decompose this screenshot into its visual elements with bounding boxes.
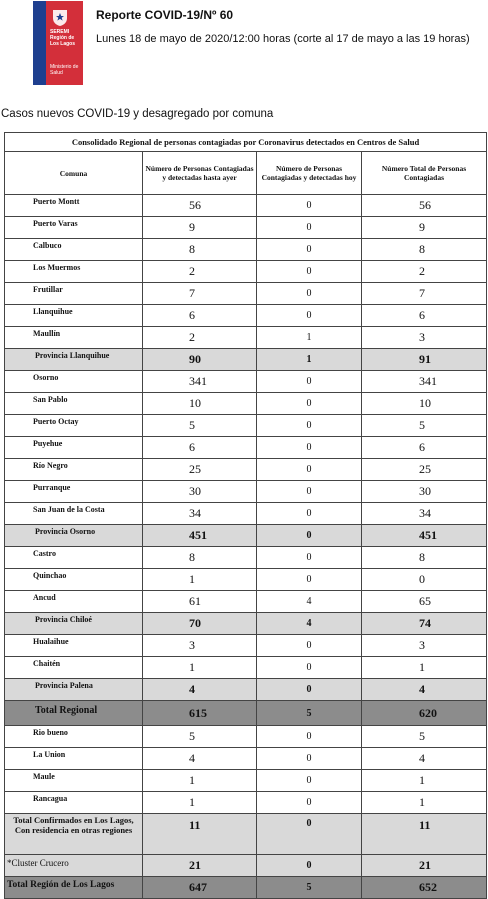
- total-cell: 451: [362, 525, 487, 547]
- hoy-cell: 0: [257, 239, 362, 261]
- total-cell: 341: [362, 371, 487, 393]
- ayer-cell: 8: [143, 239, 257, 261]
- ayer-cell: 56: [143, 195, 257, 217]
- table-row: [5, 613, 487, 635]
- hoy-cell: 0: [257, 792, 362, 814]
- comuna-cell: Río Negro: [5, 459, 143, 481]
- header-hoy: Número de Personas Contagiadas y detectadas hoy: [257, 152, 362, 195]
- coat-of-arms-icon: [49, 6, 71, 28]
- comuna-cell: Total Región de Los Lagos: [5, 877, 143, 899]
- ayer-cell: 3: [143, 635, 257, 657]
- table-row: [5, 393, 487, 415]
- comuna-cell: Puerto Octay: [5, 415, 143, 437]
- comuna-cell: *Cluster Crucero: [5, 855, 143, 877]
- table-row: [5, 877, 487, 899]
- table-row: [5, 261, 487, 283]
- table-row: [5, 770, 487, 792]
- table-row: [5, 481, 487, 503]
- hoy-cell: 4: [257, 591, 362, 613]
- hoy-cell: 4: [257, 613, 362, 635]
- hoy-cell: 0: [257, 305, 362, 327]
- ayer-cell: 5: [143, 726, 257, 748]
- ayer-cell: 341: [143, 371, 257, 393]
- hoy-cell: 0: [257, 481, 362, 503]
- table-row: [5, 327, 487, 349]
- comuna-cell: Maullín: [5, 327, 143, 349]
- hoy-cell: 0: [257, 855, 362, 877]
- total-cell: 9: [362, 217, 487, 239]
- ayer-cell: 8: [143, 547, 257, 569]
- ayer-cell: 647: [143, 877, 257, 899]
- table-row: [5, 305, 487, 327]
- comuna-cell: La Union: [5, 748, 143, 770]
- table-row: [5, 591, 487, 613]
- total-cell: 30: [362, 481, 487, 503]
- comuna-cell: Quinchao: [5, 569, 143, 591]
- table-caption-row: [5, 133, 487, 152]
- hoy-cell: 0: [257, 261, 362, 283]
- table-header-row: [5, 152, 487, 195]
- ayer-cell: 21: [143, 855, 257, 877]
- seremi-logo: [33, 1, 83, 85]
- total-cell: 11: [362, 814, 487, 855]
- total-cell: 620: [362, 701, 487, 726]
- total-cell: 2: [362, 261, 487, 283]
- comuna-cell: Llanquihue: [5, 305, 143, 327]
- report-title: Reporte COVID-19/Nº 60: [96, 8, 234, 22]
- total-cell: 1: [362, 657, 487, 679]
- ayer-cell: 1: [143, 792, 257, 814]
- table-row: [5, 459, 487, 481]
- total-cell: 56: [362, 195, 487, 217]
- ayer-cell: 7: [143, 283, 257, 305]
- ayer-cell: 4: [143, 748, 257, 770]
- hoy-cell: 1: [257, 349, 362, 371]
- table-row: [5, 217, 487, 239]
- table-row: [5, 726, 487, 748]
- comuna-cell: San Pablo: [5, 393, 143, 415]
- comuna-cell: Chaitén: [5, 657, 143, 679]
- hoy-cell: 0: [257, 679, 362, 701]
- total-cell: 34: [362, 503, 487, 525]
- table-row: [5, 415, 487, 437]
- ayer-cell: 9: [143, 217, 257, 239]
- total-cell: 5: [362, 726, 487, 748]
- table-row: [5, 503, 487, 525]
- ayer-cell: 4: [143, 679, 257, 701]
- ayer-cell: 34: [143, 503, 257, 525]
- hoy-cell: 0: [257, 371, 362, 393]
- comuna-cell: Rio bueno: [5, 726, 143, 748]
- comuna-cell: Provincia Llanquihue: [5, 349, 143, 371]
- ayer-cell: 6: [143, 305, 257, 327]
- hoy-cell: 1: [257, 327, 362, 349]
- table-row: [5, 239, 487, 261]
- total-cell: 8: [362, 239, 487, 261]
- comuna-cell: Hualaihue: [5, 635, 143, 657]
- cases-table: [4, 132, 487, 899]
- ayer-cell: 2: [143, 327, 257, 349]
- comuna-cell: Castro: [5, 547, 143, 569]
- table-row: [5, 657, 487, 679]
- comuna-cell: Provincia Osorno: [5, 525, 143, 547]
- header-hasta-ayer: Número de Personas Contagiadas y detectadas hasta ayer: [143, 152, 257, 195]
- table-row: [5, 748, 487, 770]
- table-row: [5, 349, 487, 371]
- comuna-cell: Puerto Montt: [5, 195, 143, 217]
- table-row: [5, 569, 487, 591]
- comuna-cell: Maule: [5, 770, 143, 792]
- comuna-cell: Puerto Varas: [5, 217, 143, 239]
- total-cell: 4: [362, 748, 487, 770]
- table-row: [5, 437, 487, 459]
- ayer-cell: 451: [143, 525, 257, 547]
- table-row: [5, 855, 487, 877]
- hoy-cell: 0: [257, 195, 362, 217]
- table-caption: Consolidado Regional de personas contagiadas por Coronavirus detectados en Centros de Salud: [5, 133, 487, 152]
- total-cell: 652: [362, 877, 487, 899]
- hoy-cell: 0: [257, 569, 362, 591]
- ayer-cell: 2: [143, 261, 257, 283]
- hoy-cell: 0: [257, 437, 362, 459]
- logo-ministerio-text: Ministerio de Salud: [50, 64, 79, 76]
- table-body: [5, 195, 487, 899]
- hoy-cell: 0: [257, 770, 362, 792]
- comuna-cell: Puyehue: [5, 437, 143, 459]
- table-row: [5, 635, 487, 657]
- hoy-cell: 5: [257, 877, 362, 899]
- comuna-cell: Frutillar: [5, 283, 143, 305]
- ayer-cell: 70: [143, 613, 257, 635]
- total-cell: 10: [362, 393, 487, 415]
- table-row: [5, 679, 487, 701]
- hoy-cell: 0: [257, 657, 362, 679]
- ayer-cell: 1: [143, 569, 257, 591]
- table-row: [5, 547, 487, 569]
- total-cell: 1: [362, 770, 487, 792]
- comuna-cell: Total Confirmados en Los Lagos, Con residencia en otras regiones: [5, 814, 143, 855]
- section-subtitle: Casos nuevos COVID-19 y desagregado por comuna: [1, 108, 274, 120]
- ayer-cell: 11: [143, 814, 257, 855]
- total-cell: 6: [362, 305, 487, 327]
- total-cell: 6: [362, 437, 487, 459]
- total-cell: 25: [362, 459, 487, 481]
- table-row: [5, 814, 487, 855]
- total-cell: 8: [362, 547, 487, 569]
- hoy-cell: 0: [257, 459, 362, 481]
- comuna-cell: Provincia Chiloé: [5, 613, 143, 635]
- hoy-cell: 0: [257, 814, 362, 855]
- ayer-cell: 90: [143, 349, 257, 371]
- header-comuna: Comuna: [5, 152, 143, 195]
- total-cell: 1: [362, 792, 487, 814]
- logo-blue-band: [33, 1, 46, 85]
- total-cell: 74: [362, 613, 487, 635]
- table-row: [5, 283, 487, 305]
- ayer-cell: 1: [143, 657, 257, 679]
- comuna-cell: Purranque: [5, 481, 143, 503]
- hoy-cell: 0: [257, 748, 362, 770]
- total-cell: 7: [362, 283, 487, 305]
- hoy-cell: 0: [257, 525, 362, 547]
- hoy-cell: 0: [257, 393, 362, 415]
- table-row: [5, 701, 487, 726]
- table-row: [5, 195, 487, 217]
- total-cell: 5: [362, 415, 487, 437]
- total-cell: 3: [362, 635, 487, 657]
- table-row: [5, 525, 487, 547]
- logo-seremi-text: SEREMI Región de Los Lagos: [50, 29, 76, 47]
- table-row: [5, 371, 487, 393]
- hoy-cell: 0: [257, 547, 362, 569]
- ayer-cell: 6: [143, 437, 257, 459]
- hoy-cell: 0: [257, 415, 362, 437]
- ayer-cell: 10: [143, 393, 257, 415]
- ayer-cell: 5: [143, 415, 257, 437]
- hoy-cell: 0: [257, 503, 362, 525]
- total-cell: 3: [362, 327, 487, 349]
- comuna-cell: Calbuco: [5, 239, 143, 261]
- comuna-cell: San Juan de la Costa: [5, 503, 143, 525]
- total-cell: 0: [362, 569, 487, 591]
- ayer-cell: 30: [143, 481, 257, 503]
- ayer-cell: 25: [143, 459, 257, 481]
- hoy-cell: 0: [257, 635, 362, 657]
- hoy-cell: 5: [257, 701, 362, 726]
- comuna-cell: Rancagua: [5, 792, 143, 814]
- total-cell: 91: [362, 349, 487, 371]
- total-cell: 65: [362, 591, 487, 613]
- hoy-cell: 0: [257, 283, 362, 305]
- total-cell: 21: [362, 855, 487, 877]
- table-row: [5, 792, 487, 814]
- report-date: Lunes 18 de mayo de 2020/12:00 horas (corte al 17 de mayo a las 19 horas): [96, 33, 470, 45]
- hoy-cell: 0: [257, 726, 362, 748]
- comuna-cell: Provincia Palena: [5, 679, 143, 701]
- hoy-cell: 0: [257, 217, 362, 239]
- ayer-cell: 1: [143, 770, 257, 792]
- comuna-cell: Osorno: [5, 371, 143, 393]
- comuna-cell: Ancud: [5, 591, 143, 613]
- header-total: Número Total de Personas Contagiadas: [362, 152, 487, 195]
- total-cell: 4: [362, 679, 487, 701]
- comuna-cell: Los Muermos: [5, 261, 143, 283]
- ayer-cell: 61: [143, 591, 257, 613]
- ayer-cell: 615: [143, 701, 257, 726]
- comuna-cell: Total Regional: [5, 701, 143, 726]
